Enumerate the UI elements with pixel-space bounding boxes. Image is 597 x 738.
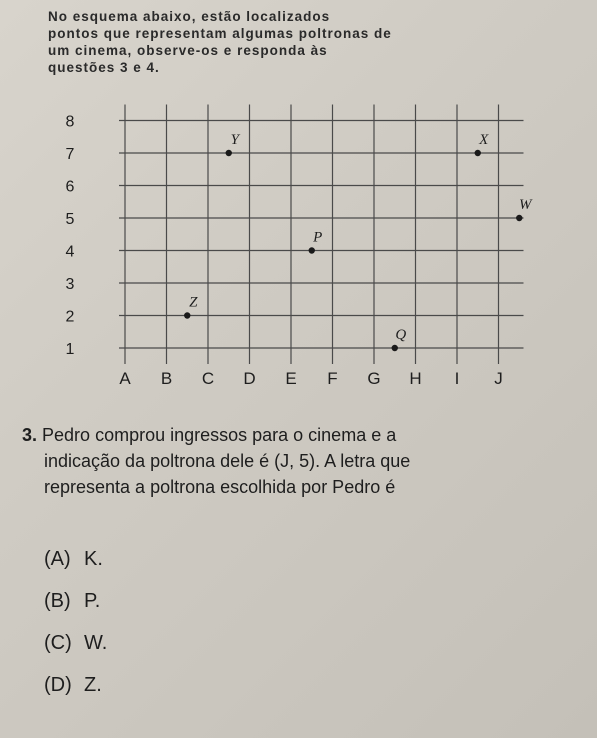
x-tick-label: C bbox=[201, 369, 215, 388]
seat-point bbox=[392, 345, 398, 351]
seat-point-label: Z bbox=[189, 294, 198, 311]
option-letter: (B) bbox=[44, 590, 71, 612]
x-tick-label: D bbox=[243, 369, 256, 388]
x-tick-label: H bbox=[409, 369, 422, 388]
question-line: representa a poltrona escolhida por Pedro é bbox=[44, 477, 396, 497]
x-tick-label: B bbox=[160, 369, 173, 388]
y-tick-label: 2 bbox=[65, 308, 75, 326]
seat-point bbox=[226, 150, 232, 156]
intro-text bbox=[48, 8, 528, 76]
intro-line: um cinema, observe-os e responda às bbox=[48, 43, 328, 58]
question-line: indicação da poltrona dele é (J, 5). A letra que bbox=[44, 451, 411, 471]
seat-grid-chart bbox=[0, 90, 597, 410]
y-tick-label: 3 bbox=[65, 276, 75, 293]
x-tick-label: J bbox=[494, 369, 503, 388]
seat-point bbox=[309, 247, 315, 253]
intro-line: questões 3 e 4. bbox=[48, 60, 160, 75]
seat-point-label: Q bbox=[395, 327, 407, 343]
option-text: W. bbox=[84, 632, 108, 654]
intro-line: pontos que representam algumas poltronas de bbox=[48, 26, 392, 41]
y-tick-label: 5 bbox=[65, 211, 75, 228]
seat-point-label: Y bbox=[230, 132, 239, 148]
x-tick-label: F bbox=[327, 369, 338, 388]
option-c[interactable] bbox=[44, 632, 107, 655]
option-letter: (C) bbox=[44, 632, 72, 654]
question-line: Pedro comprou ingressos para o cinema e a bbox=[42, 425, 397, 445]
option-text: Z. bbox=[84, 674, 102, 696]
seat-point-label: W bbox=[519, 197, 532, 213]
x-tick-label: E bbox=[285, 369, 297, 388]
option-text: P. bbox=[84, 590, 101, 612]
x-tick-label: I bbox=[454, 369, 460, 388]
x-tick-label: A bbox=[119, 369, 131, 388]
option-letter: (A) bbox=[44, 548, 71, 570]
y-tick-label: 7 bbox=[65, 146, 75, 163]
option-d[interactable] bbox=[44, 674, 102, 697]
y-tick-label: 1 bbox=[65, 341, 75, 358]
option-text: K. bbox=[84, 548, 103, 570]
y-tick-label: 6 bbox=[65, 178, 75, 196]
seat-point-label: P bbox=[313, 229, 323, 246]
seat-point-label: X bbox=[479, 132, 489, 148]
option-letter: (D) bbox=[44, 674, 72, 696]
seat-point bbox=[184, 312, 190, 318]
option-b[interactable] bbox=[44, 590, 100, 613]
x-tick-label: G bbox=[367, 369, 381, 388]
option-a[interactable] bbox=[44, 548, 103, 571]
question-number: 3. bbox=[22, 425, 38, 445]
intro-line: No esquema abaixo, estão localizados bbox=[48, 9, 331, 24]
question-3 bbox=[22, 422, 582, 500]
seat-point bbox=[516, 215, 522, 221]
y-tick-label: 8 bbox=[65, 113, 75, 131]
seat-point bbox=[475, 150, 481, 156]
y-tick-label: 4 bbox=[65, 243, 75, 261]
